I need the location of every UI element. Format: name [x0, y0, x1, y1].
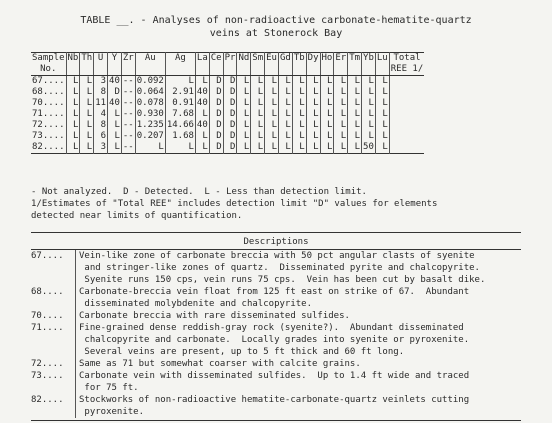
column-header-line-1: Yb [363, 53, 374, 63]
table-cell: 50 [363, 142, 374, 152]
table-cell: 1.235 [136, 120, 164, 130]
table-cell: 40 [109, 76, 120, 86]
table-cell: L [375, 120, 389, 131]
table-cell: L [375, 87, 389, 98]
table-cell: 8 [94, 120, 108, 131]
table-cell: L [237, 98, 251, 109]
table-cell: L [108, 120, 122, 131]
table-cell: L [375, 131, 389, 142]
column-header-line-1: Pr [224, 53, 236, 63]
table-cell: D [223, 109, 237, 120]
table-cell: L [334, 76, 348, 88]
column-header [135, 53, 165, 76]
table-cell [389, 120, 424, 131]
table-cell: L [334, 87, 348, 98]
table-cell: L [251, 87, 265, 98]
table-cell: 0.91 [165, 98, 195, 109]
description-line: Carbonate-breccia vein float from 125 ft east on strike of 67. Abundant [79, 287, 470, 297]
column-header [209, 53, 223, 76]
sample-number-cell: 72.... [32, 120, 65, 130]
description-line: disseminated molybdenite and chalcopyrite. [79, 299, 312, 309]
table-cell: L [292, 120, 306, 131]
table-cell: L [362, 131, 376, 142]
column-header-line-2: No. [40, 64, 57, 74]
table-cell: L [237, 76, 251, 88]
table-cell: 14.66 [166, 120, 194, 130]
description-sample-number: 70.... [31, 311, 64, 321]
table-cell: L [237, 87, 251, 98]
table-cell: L [278, 76, 292, 88]
table-cell: L [165, 76, 195, 88]
table-cell: -- [122, 109, 134, 119]
table-cell: L [251, 109, 265, 120]
table-cell: L [251, 76, 265, 88]
description-text [75, 250, 521, 286]
table-cell: L [320, 142, 334, 154]
table-cell: L [348, 76, 362, 88]
table-cell: L [348, 142, 362, 154]
table-cell: L [362, 98, 376, 109]
table-cell: L [306, 142, 320, 154]
table-row [31, 98, 424, 109]
table-cell: D [209, 120, 223, 131]
column-header-line-1: Dy [307, 53, 319, 63]
table-cell: L [278, 120, 292, 131]
table-cell: L [334, 98, 348, 109]
table-cell: L [66, 142, 80, 154]
table-cell: L [306, 87, 320, 98]
description-text [75, 322, 521, 358]
table-cell: L [66, 109, 80, 120]
table-cell: L [265, 131, 279, 142]
description-sample-number: 72.... [31, 359, 64, 369]
table-cell: L [135, 142, 165, 154]
description-text [75, 286, 521, 310]
description-line: Vein-like zone of carbonate breccia with 50 pct angular clasts of syenite [79, 251, 475, 261]
table-cell: L [265, 98, 279, 109]
table-cell: L [237, 142, 251, 154]
column-header-line-1: U [97, 53, 104, 63]
table-cell: D [209, 142, 223, 154]
table-cell: -- [122, 131, 134, 141]
table-cell: D [209, 76, 223, 88]
table-cell: L [334, 142, 348, 154]
description-text [75, 358, 521, 370]
description-line: Carbonate vein with disseminated sulfides. Up to 1.4 ft wide and traced [79, 371, 470, 381]
description-entry [31, 286, 521, 310]
description-sample-number: 82.... [31, 395, 64, 405]
table-cell: L [306, 76, 320, 88]
table-cell: 8 [94, 87, 108, 98]
table-cell: L [306, 98, 320, 109]
table-cell: D [209, 131, 223, 142]
table-cell: L [237, 109, 251, 120]
table-cell: L [292, 87, 306, 98]
column-header [94, 53, 108, 76]
column-header-line-1: Gd [279, 53, 291, 63]
table-title-line-1: TABLE __. - Analyses of non-radioactive carbonate-hematite-quartz [80, 15, 472, 26]
table-cell: L [362, 76, 376, 88]
description-line: chalcopyrite and carbonate. Locally grades into syenite or pyroxenite. [79, 335, 470, 345]
column-header [251, 53, 265, 76]
footnote-line-1: 1/Estimates of "Total REE" includes detection limit "D" values for elements [31, 199, 438, 209]
table-cell: L [80, 109, 94, 120]
column-header [108, 53, 122, 76]
table-cell: D [223, 131, 237, 142]
table-cell: L [80, 142, 94, 154]
column-header-line-1: Ag [174, 53, 186, 63]
table-cell: L [320, 87, 334, 98]
column-header-line-1: Sm [252, 53, 264, 63]
descriptions-section [31, 232, 521, 421]
column-header [265, 53, 279, 76]
table-cell: 40 [196, 120, 208, 130]
column-header [389, 53, 424, 76]
table-cell: L [375, 98, 389, 109]
column-header [121, 53, 135, 76]
table-cell: L [108, 131, 122, 142]
table-cell: -- [122, 120, 134, 130]
table-cell: L [251, 98, 265, 109]
column-header [278, 53, 292, 76]
column-header-line-1: La [196, 53, 208, 63]
column-header-line-1: Ce [210, 53, 222, 63]
table-cell: -- [122, 142, 134, 152]
description-entry [31, 322, 521, 358]
table-cell: L [362, 120, 376, 131]
column-header [375, 53, 389, 76]
description-sample-number: 67.... [31, 251, 64, 261]
table-cell: L [375, 109, 389, 120]
table-cell: L [265, 142, 279, 154]
column-header [31, 53, 66, 76]
table-cell: L [375, 76, 389, 88]
table-cell: D [209, 109, 223, 120]
table-cell: 3 [94, 76, 108, 88]
table-cell: L [66, 131, 80, 142]
table-cell: 0.078 [136, 98, 164, 108]
column-header [292, 53, 306, 76]
table-cell: L [348, 98, 362, 109]
sample-number-cell: 70.... [32, 98, 65, 108]
table-cell: 40 [196, 87, 208, 97]
column-header-line-1: Er [335, 53, 347, 63]
column-header [362, 53, 376, 76]
table-cell: L [362, 87, 376, 98]
table-cell: L [292, 109, 306, 120]
table-cell: L [108, 109, 122, 120]
column-header-line-1: Total [393, 53, 421, 63]
table-cell: 7.68 [165, 109, 195, 120]
column-header-line-1: Nb [67, 53, 79, 63]
table-cell: D [223, 76, 237, 88]
table-cell: 1.68 [165, 131, 195, 142]
table-row [31, 120, 424, 131]
column-header-line-1: Th [81, 53, 93, 63]
analyses-body [31, 76, 424, 154]
description-entry [31, 310, 521, 322]
table-cell: L [80, 98, 94, 109]
divider [31, 232, 521, 233]
table-cell: L [80, 76, 94, 88]
table-cell: L [292, 131, 306, 142]
table-cell: L [66, 120, 80, 131]
table-row [31, 87, 424, 98]
table-cell: 6 [94, 131, 108, 142]
table-cell: L [66, 76, 80, 88]
table-cell: L [375, 142, 389, 154]
analyses-header-row [31, 53, 424, 76]
sample-number-cell: 73.... [32, 131, 65, 141]
table-cell: L [320, 120, 334, 131]
column-header-line-1: Au [144, 53, 156, 63]
column-header-line-1: Nd [238, 53, 250, 63]
table-cell: 0.930 [136, 109, 164, 119]
table-cell: -- [122, 98, 134, 108]
column-header [165, 53, 195, 76]
table-cell: L [306, 109, 320, 120]
table-cell: -- [122, 87, 134, 97]
table-cell: L [334, 109, 348, 120]
sample-number-cell: 82.... [32, 142, 65, 152]
description-sample-number: 68.... [31, 287, 64, 297]
table-cell: D [223, 142, 237, 154]
table-cell: L [66, 98, 80, 109]
column-header [223, 53, 237, 76]
table-cell: 0.207 [136, 131, 164, 141]
table-cell: L [251, 131, 265, 142]
column-header-line-1: Ho [321, 53, 333, 63]
column-header-line-1: Tb [293, 53, 305, 63]
description-line: Fine-grained dense reddish-gray rock (syenite?). Abundant disseminated [79, 323, 464, 333]
table-cell: D [209, 98, 223, 109]
description-line: Stockworks of non-radioactive hematite-carbonate-quartz veinlets cutting [79, 395, 470, 405]
table-cell: L [237, 131, 251, 142]
table-cell: L [195, 109, 209, 120]
table-cell: L [348, 120, 362, 131]
column-header [237, 53, 251, 76]
column-header-line-2: REE 1/ [390, 64, 424, 74]
table-cell [389, 142, 424, 154]
table-cell: L [278, 131, 292, 142]
description-entry [31, 394, 521, 418]
table-cell: -- [122, 76, 134, 86]
table-cell: 4 [94, 109, 108, 120]
table-row [31, 76, 424, 88]
footnote-line-2: detected near limits of quantification. [31, 211, 243, 221]
table-cell: D [108, 87, 122, 98]
column-header-line-1: Eu [266, 53, 277, 63]
table-cell: L [66, 87, 80, 98]
description-line: and stringer-like zones of quartz. Disseminated pyrite and chalcopyrite. [79, 263, 480, 273]
table-cell: L [292, 142, 306, 154]
table-cell: L [306, 120, 320, 131]
table-cell: L [195, 142, 209, 154]
table-cell: L [320, 98, 334, 109]
descriptions-heading: Descriptions [243, 237, 309, 247]
descriptions-list [31, 250, 521, 418]
table-row [31, 131, 424, 142]
table-cell: L [348, 109, 362, 120]
table-cell: L [80, 131, 94, 142]
table-cell: D [209, 87, 223, 98]
table-cell: L [80, 87, 94, 98]
legend-note: - Not analyzed. D - Detected. L - Less than detection limit. [31, 187, 367, 197]
table-cell: 40 [109, 98, 120, 108]
table-cell: L [320, 109, 334, 120]
column-header-line-1: Zr [122, 53, 134, 63]
table-cell: L [278, 98, 292, 109]
divider [31, 420, 521, 421]
table-cell: L [265, 109, 279, 120]
column-header-line-1: Tm [349, 53, 361, 63]
table-cell: L [165, 142, 195, 154]
table-cell: 2.91 [165, 87, 195, 98]
description-text [75, 310, 521, 322]
table-cell: L [237, 120, 251, 131]
table-cell: L [265, 120, 279, 131]
table-cell: L [265, 87, 279, 98]
table-cell: L [362, 109, 376, 120]
table-cell [389, 76, 424, 88]
column-header-line-1: Lu [376, 53, 388, 63]
table-cell [389, 109, 424, 120]
table-cell: L [306, 131, 320, 142]
column-header-line-1: Y [111, 53, 118, 63]
table-row [31, 109, 424, 120]
description-line: Same as 71 but somewhat coarser with calcite grains. [79, 359, 361, 369]
sample-number-cell: 67.... [32, 76, 65, 86]
description-text [75, 394, 521, 418]
sample-number-cell: 68.... [32, 87, 65, 97]
table-cell: 3 [94, 142, 108, 154]
analyses-table [31, 52, 424, 154]
description-sample-number: 73.... [31, 371, 64, 381]
table-cell: L [278, 109, 292, 120]
table-cell: 11 [95, 98, 107, 108]
table-cell [389, 87, 424, 98]
table-cell: L [320, 76, 334, 88]
description-line: Carbonate breccia with rare disseminated sulfides. [79, 311, 350, 321]
table-cell: L [80, 120, 94, 131]
table-cell: L [278, 142, 292, 154]
description-entry [31, 358, 521, 370]
column-header [66, 53, 80, 76]
table-cell: L [334, 131, 348, 142]
table-cell [389, 98, 424, 109]
table-cell: L [292, 76, 306, 88]
description-entry [31, 370, 521, 394]
table-cell: L [251, 120, 265, 131]
table-cell: L [348, 131, 362, 142]
column-header [195, 53, 209, 76]
table-cell: 40 [196, 98, 208, 108]
table-cell: L [195, 131, 209, 142]
column-header [80, 53, 94, 76]
table-cell: 0.064 [136, 87, 164, 97]
table-cell: L [108, 142, 122, 154]
column-header [306, 53, 320, 76]
table-cell: L [195, 76, 209, 88]
table-cell: 0.092 [136, 76, 164, 86]
table-cell: L [292, 98, 306, 109]
table-cell: L [265, 76, 279, 88]
column-header [334, 53, 348, 76]
table-row [31, 142, 424, 154]
column-header [320, 53, 334, 76]
description-sample-number: 71.... [31, 323, 64, 333]
description-entry [31, 250, 521, 286]
table-cell: D [223, 120, 237, 131]
table-cell: L [320, 131, 334, 142]
table-title-line-2: veins at Stonerock Bay [209, 28, 343, 39]
table-cell: L [348, 87, 362, 98]
table-cell: L [334, 120, 348, 131]
column-header-line-1: Sample [32, 53, 65, 63]
sample-number-cell: 71.... [32, 109, 65, 119]
table-cell: D [223, 87, 237, 98]
column-header [348, 53, 362, 76]
description-line: pyroxenite. [79, 407, 145, 417]
table-cell: L [251, 142, 265, 154]
description-line: for 75 ft. [79, 383, 139, 393]
table-cell [389, 131, 424, 142]
table-cell: D [223, 98, 237, 109]
description-line: Syenite runs 150 cps, vein runs 75 cps. Vein has been cut by basalt dike. [79, 275, 486, 285]
table-cell: L [278, 87, 292, 98]
description-line: Several veins are present, up to 5 ft thick and 60 ft long. [79, 347, 405, 357]
description-text [75, 370, 521, 394]
